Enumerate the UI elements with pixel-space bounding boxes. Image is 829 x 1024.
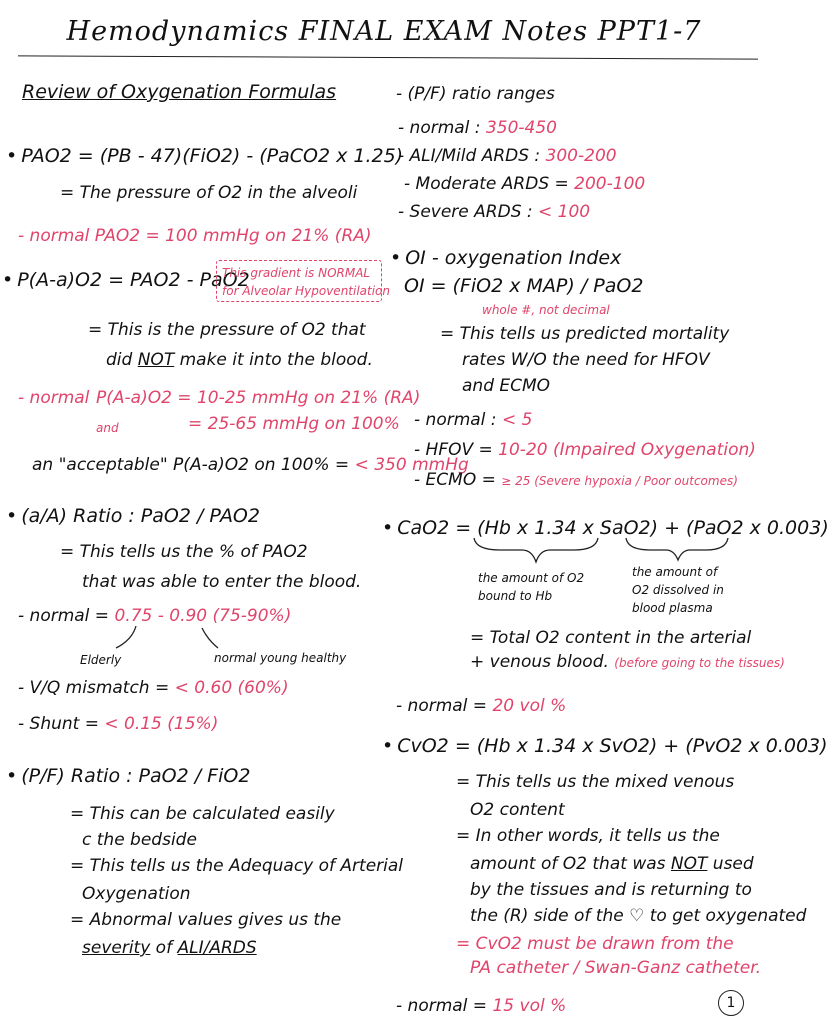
cvo2-definition-3: = In other words, it tells us the xyxy=(456,826,720,846)
oi-heading: • OI - oxygenation Index xyxy=(390,248,621,268)
oi-definition-3: and ECMO xyxy=(462,376,551,396)
cao2-dissolved-1: the amount of xyxy=(632,565,718,579)
pao2-formula: • PAO2 = (PB - 47)(FiO2) - (PaCO2 x 1.25) xyxy=(6,146,403,166)
page-title: Hemodynamics FINAL EXAM Notes PPT1-7 xyxy=(66,16,702,47)
oi-definition-2: rates W/O the need for HFOV xyxy=(462,350,710,370)
page-number: 1 xyxy=(718,990,744,1016)
aa-normal-and: and xyxy=(96,421,119,435)
aa-normal-label: - normal xyxy=(18,388,90,408)
pf-line-5: = Abnormal values gives us the xyxy=(70,910,342,930)
aa-normal-100: = 25-65 mmHg on 100% xyxy=(188,414,400,434)
range-moderate: - Moderate ARDS = 200-100 xyxy=(404,174,646,194)
cvo2-definition-2: O2 content xyxy=(470,800,565,820)
pao2-normal: - normal PAO2 = 100 mmHg on 21% (RA) xyxy=(18,226,372,246)
aa-definition-2: did NOT make it into the blood. xyxy=(106,350,373,370)
aa-acceptable: an "acceptable" P(A-a)O2 on 100% = < 350 mmHg xyxy=(32,455,469,475)
pao2-definition: = The pressure of O2 in the alveoli xyxy=(60,183,358,203)
pf-line-1: = This can be calculated easily xyxy=(70,804,335,824)
not-emphasis: NOT xyxy=(137,350,175,370)
cvo2-definition-4: amount of O2 that was NOT used xyxy=(470,854,754,874)
cao2-dissolved-2: O2 dissolved in xyxy=(632,583,724,597)
range-severe: - Severe ARDS : < 100 xyxy=(398,202,591,222)
pf-line-4: Oxygenation xyxy=(82,884,191,904)
aA-ratio-formula: • (a/A) Ratio : PaO2 / PAO2 xyxy=(6,506,260,526)
cvo2-definition-5: by the tissues and is returning to xyxy=(470,880,752,900)
range-ali: - ALI/Mild ARDS : 300-200 xyxy=(398,146,617,166)
pf-line-2: c the bedside xyxy=(82,830,197,850)
cao2-bound-2: bound to Hb xyxy=(478,589,553,603)
range-normal: - normal : 350-450 xyxy=(398,118,557,138)
cao2-formula: • CaO2 = (Hb x 1.34 x SaO2) + (PaO2 x 0.003) xyxy=(382,518,829,538)
cvo2-definition-1: = This tells us the mixed venous xyxy=(456,772,735,792)
cvo2-note-2: PA catheter / Swan-Ganz catheter. xyxy=(470,958,762,978)
oi-formula: OI = (FiO2 x MAP) / PaO2 xyxy=(404,275,644,297)
aa-note-line-2: for Alveolar Hypoventilation xyxy=(222,284,391,298)
oi-ecmo: - ECMO = ≥ 25 (Severe hypoxia / Poor outcomes) xyxy=(414,470,738,490)
cvo2-formula: • CvO2 = (Hb x 1.34 x SvO2) + (PvO2 x 0.003) xyxy=(382,736,828,756)
cvo2-note-1: = CvO2 must be drawn from the xyxy=(456,934,734,954)
aA-young-healthy: normal young healthy xyxy=(214,651,347,665)
aa-note-line-1: This gradient is NORMAL xyxy=(222,266,371,280)
aA-normal: - normal = 0.75 - 0.90 (75-90%) xyxy=(18,606,292,626)
cao2-normal: - normal = 20 vol % xyxy=(396,696,567,716)
pf-ranges-heading: - (P/F) ratio ranges xyxy=(396,84,555,104)
cao2-bound-1: the amount of O2 xyxy=(478,571,585,585)
pf-line-3: = This tells us the Adequacy of Arterial xyxy=(70,856,404,876)
pf-line-6: severity of ALI/ARDS xyxy=(82,938,257,958)
aa-definition-1: = This is the pressure of O2 that xyxy=(88,320,366,340)
pf-ratio-formula: • (P/F) Ratio : PaO2 / FiO2 xyxy=(6,766,250,786)
aA-definition-1: = This tells us the % of PAO2 xyxy=(60,542,308,562)
vq-mismatch: - V/Q mismatch = < 0.60 (60%) xyxy=(18,678,289,698)
aa-normal-room-air: P(A-a)O2 = 10-25 mmHg on 21% (RA) xyxy=(96,388,421,408)
oi-normal: - normal : < 5 xyxy=(414,410,533,430)
shunt: - Shunt = < 0.15 (15%) xyxy=(18,714,219,734)
cvo2-normal: - normal = 15 vol % xyxy=(396,996,567,1016)
section-heading: Review of Oxygenation Formulas xyxy=(22,81,337,103)
cao2-dissolved-3: blood plasma xyxy=(632,601,713,615)
oi-note: whole #, not decimal xyxy=(482,303,610,317)
aA-definition-2: that was able to enter the blood. xyxy=(82,572,362,592)
aA-elderly: Elderly xyxy=(80,653,122,667)
oi-hfov: - HFOV = 10-20 (Impaired Oxygenation) xyxy=(414,440,756,460)
cao2-definition-1: = Total O2 content in the arterial xyxy=(470,628,752,648)
title-underline xyxy=(18,55,758,59)
cvo2-definition-6: the (R) side of the ♡ to get oxygenated xyxy=(470,906,807,926)
cao2-definition-2: + venous blood. (before going to the tissues) xyxy=(470,652,785,672)
oi-definition-1: = This tells us predicted mortality xyxy=(440,324,730,344)
aa-gradient-formula: • P(A-a)O2 = PAO2 - PaO2 xyxy=(2,270,250,290)
